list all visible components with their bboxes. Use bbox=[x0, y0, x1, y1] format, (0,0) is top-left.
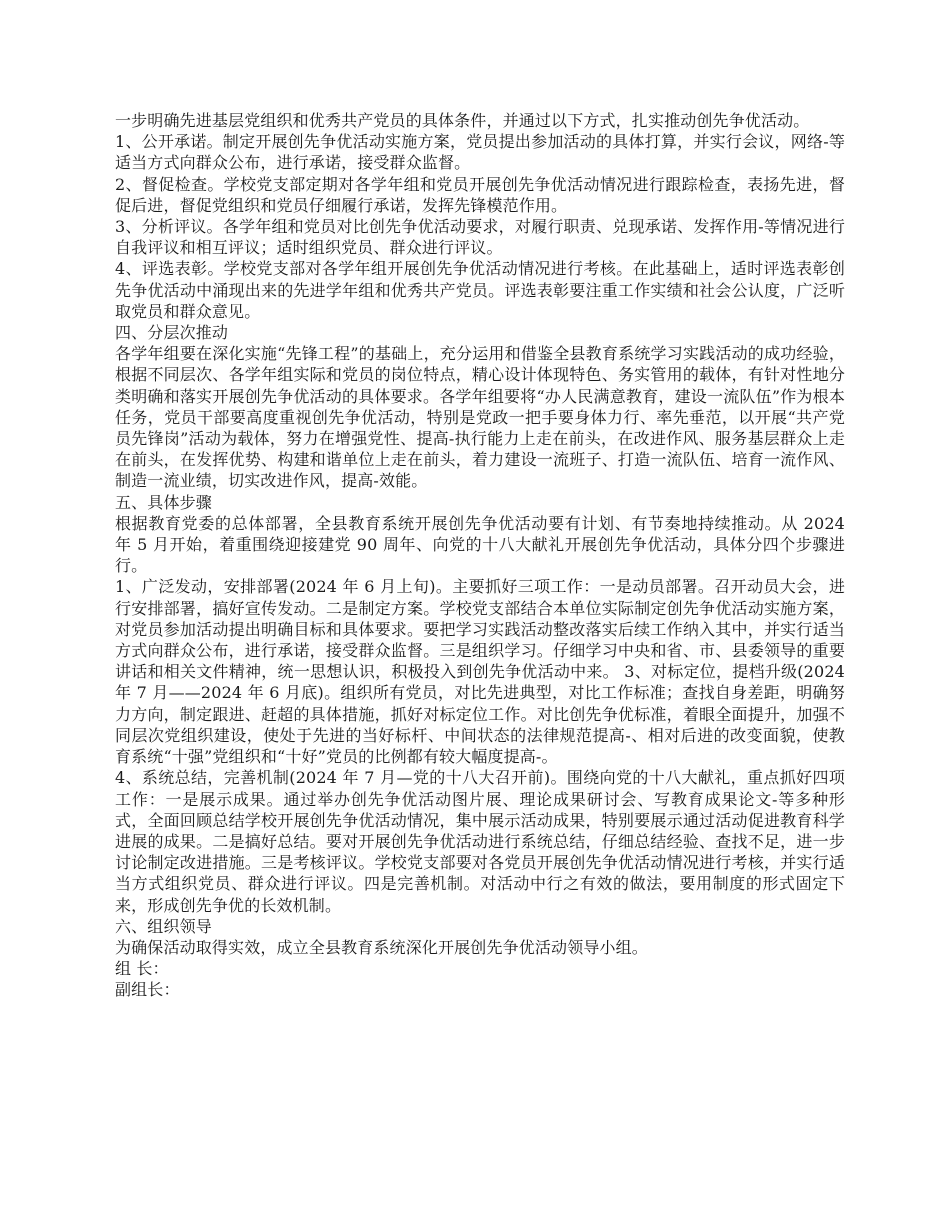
paragraph-commendation: 4、评选表彰。学校党支部对各学年组开展创先争优活动情况进行考核。在此基础上，适时评选表彰创先争优活动中涌现出来的先进学年组和优秀共产党员。评选表彰要注重工作实绩和社会公认度，广泛听取党员和群众意见。 bbox=[115, 259, 845, 321]
paragraph-evaluation: 3、分析评议。各学年组和党员对比创先争优活动要求，对履行职责、兑现承诺、发挥作用-等情况进行自我评议和相互评议；适时组织党员、群众进行评议。 bbox=[115, 217, 845, 258]
paragraph-supervision: 2、督促检查。学校党支部定期对各学年组和党员开展创先争优活动情况进行跟踪检查，表扬先进，督促后进，督促党组织和党员仔细履行承诺，发挥先锋模范作用。 bbox=[115, 174, 845, 215]
paragraph-steps-intro: 根据教育党委的总体部署，全县教育系统开展创先争优活动要有计划、有节奏地持续推动。从 2024 年 5 月开始，着重围绕迎接建党 90 周年、向党的十八大献礼开展创先争优活动，具体分四个步骤进行。 bbox=[115, 513, 845, 576]
section-heading-6: 六、组织领导 bbox=[115, 916, 212, 936]
leader-line: 组 长： bbox=[115, 959, 169, 979]
paragraph-leadership: 为确保活动取得实效，成立全县教育系统深化开展创先争优活动领导小组。 bbox=[115, 937, 648, 957]
document-body bbox=[115, 110, 845, 1001]
paragraph-public-commitment: 1、公开承诺。制定开展创先争优活动实施方案，党员提出参加活动的具体打算，并实行会议，网络-等适当方式向群众公布，进行承诺，接受群众监督。 bbox=[115, 132, 845, 173]
paragraph-step-1-3: 1、广泛发动，安排部署(2024 年 6 月上旬)。主要抓好三项工作：一是动员部署。召开动员大会，进行安排部署，搞好宣传发动。二是制定方案。学校党支部结合本单位实际制定创先争优活动实施方案，对党员参加活动提出明确目标和具体要求。要把学习实践活动整改落实后续工作纳入其中，并实行适当方式向群众公布，进行承诺，接受群众监督。三是组织学习。仔细学习中央和省、市、县委领导的重要讲话和相关文件精神，统一思想认识，积极投入到创先争优活动中来。 3、对标定位，提档升级(2024 年 7 月——2024 年 6 月底)。组织所有党员，对比先进典型，对比工作标准；查找自身差距，明确努力方向，制定跟进、赶超的具体措施，抓好对标定位工作。对比创先争优标准，着眼全面提升，加强不同层次党组织建设，使处于先进的当好标杆、中间状态的法律规范提高-、相对后进的改变面貌，使教育系统“十强”党组织和“十好”党员的比例都有较大幅度提高-。 bbox=[115, 577, 845, 767]
paragraph-layered-promotion: 各学年组要在深化实施“先锋工程”的基础上，充分运用和借鉴全县教育系统学习实践活动的成功经验，根据不同层次、各学年组实际和党员的岗位特点，精心设计体现特色、务实管用的载体，有针对性地分类明确和落实开展创先争优活动的具体要求。各学年组要将“办人民满意教育，建设一流队伍”作为根本任务，党员干部要高度重视创先争优活动，特别是党政一把手要身体力行、率先垂范，以开展“共产党员先锋岗”活动为载体，努力在增强党性、提高-执行能力上走在前头，在改进作风、服务基层群众上走在前头，在发挥优势、构建和谐单位上走在前头，着力建设一流班子、打造一流队伍、培育一流作风、制造一流业绩，切实改进作风，提高-效能。 bbox=[115, 344, 845, 491]
paragraph-intro: 一步明确先进基层党组织和优秀共产党员的具体条件，并通过以下方式，扎实推动创先争优活动。 bbox=[115, 111, 810, 130]
section-heading-4: 四、分层次推动 bbox=[115, 323, 229, 343]
paragraph-step-4: 4、系统总结，完善机制(2024 年 7 月—党的十八大召开前)。围绕向党的十八大献礼，重点抓好四项工作：一是展示成果。通过举办创先争优活动图片展、理论成果研讨会、写教育成果论文-等多种形式，全面回顾总结学校开展创先争优活动情况，集中展示活动成果，特别要展示通过活动促进教育科学进展的成果。二是搞好总结。要对开展创先争优活动进行系统总结，仔细总结经验、查找不足，进一步讨论制定改进措施。三是考核评议。学校党支部要对各党员开展创先争优活动情况进行考核，并实行适当方式组织党员、群众进行评议。四是完善机制。对活动中行之有效的做法，要用制度的形式固定下来，形成创先争优的长效机制。 bbox=[115, 768, 845, 915]
section-heading-5: 五、具体步骤 bbox=[115, 492, 212, 512]
deputy-leader-line: 副组长： bbox=[115, 980, 180, 1000]
